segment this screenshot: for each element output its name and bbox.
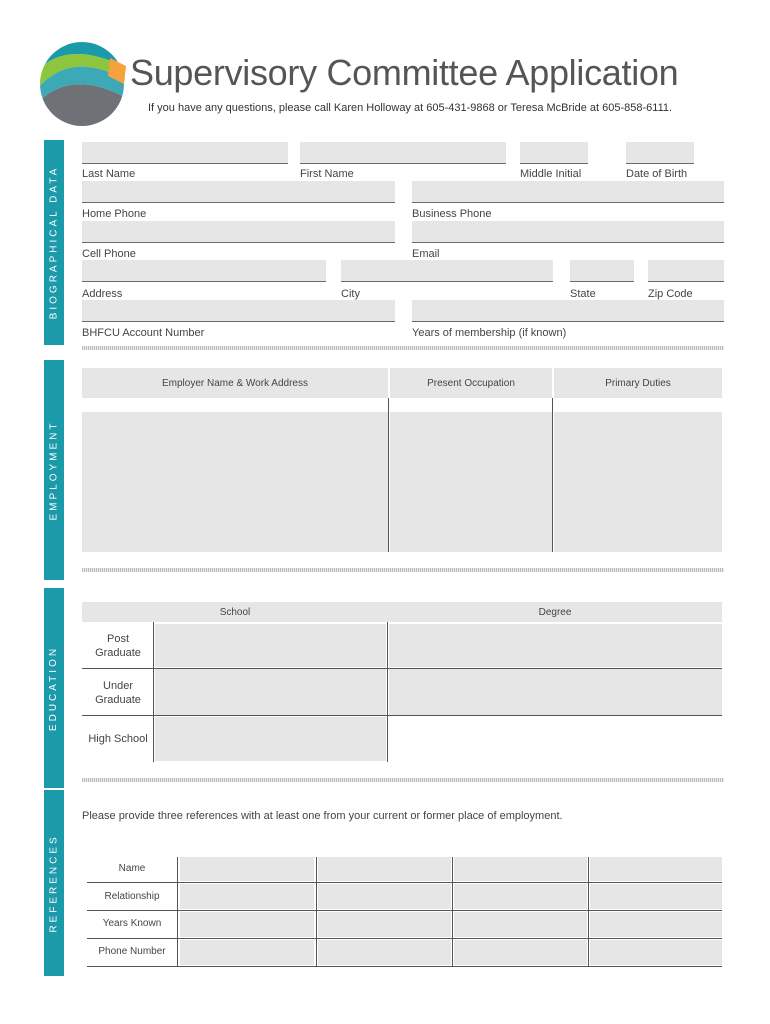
account-number-label: BHFCU Account Number	[82, 327, 205, 339]
cell-phone-label: Cell Phone	[82, 248, 136, 260]
row-divider	[82, 715, 722, 716]
last-name-label: Last Name	[82, 168, 136, 180]
employer-column-header: Employer Name & Work Address	[162, 377, 308, 389]
row-divider	[87, 910, 722, 911]
references-instruction: Please provide three references with at least one from your current or former place of employment.	[82, 810, 563, 822]
under-graduate-degree-input[interactable]	[389, 669, 722, 715]
biographical-section-label: BIOGRAPHICAL DATA	[48, 165, 60, 320]
years-membership-field[interactable]	[412, 300, 724, 322]
ref-relationship-label: Relationship	[104, 891, 160, 902]
column-divider	[452, 857, 453, 967]
state-field[interactable]	[570, 260, 634, 282]
state-label: State	[570, 288, 596, 300]
column-divider	[316, 857, 317, 967]
address-label: Address	[82, 288, 123, 300]
ref-years-known-label: Years Known	[102, 918, 162, 929]
ref1-relationship-input[interactable]	[180, 884, 314, 909]
ref3-years-input[interactable]	[454, 912, 587, 937]
home-phone-field[interactable]	[82, 181, 395, 203]
ref2-relationship-input[interactable]	[318, 884, 451, 909]
ref1-phone-input[interactable]	[180, 940, 314, 965]
row-divider	[82, 668, 722, 669]
zip-code-label: Zip Code	[648, 288, 693, 300]
credit-union-logo	[38, 40, 126, 128]
row-label-divider	[177, 857, 178, 967]
first-name-field[interactable]	[300, 142, 506, 164]
cell-phone-field[interactable]	[82, 221, 395, 243]
column-divider	[552, 398, 553, 552]
city-label: City	[341, 288, 360, 300]
employment-section-label: EMPLOYMENT	[48, 419, 60, 521]
ref3-phone-input[interactable]	[454, 940, 587, 965]
column-divider	[388, 398, 389, 552]
ref-name-label: Name	[118, 863, 146, 874]
ref1-years-input[interactable]	[180, 912, 314, 937]
home-phone-label: Home Phone	[82, 208, 147, 220]
school-column-header: School	[219, 606, 251, 618]
column-divider	[387, 622, 388, 762]
email-field[interactable]	[412, 221, 724, 243]
post-graduate-degree-input[interactable]	[389, 624, 722, 667]
occupation-input[interactable]	[390, 412, 552, 552]
occupation-column-header: Present Occupation	[427, 377, 515, 389]
ref2-years-input[interactable]	[318, 912, 451, 937]
column-divider	[588, 857, 589, 967]
last-name-field[interactable]	[82, 142, 288, 164]
ref3-name-input[interactable]	[454, 857, 587, 881]
section-divider	[82, 346, 724, 350]
section-divider	[82, 778, 724, 782]
row-divider	[87, 966, 722, 967]
account-number-field[interactable]	[82, 300, 395, 322]
address-field[interactable]	[82, 260, 326, 282]
post-graduate-label: Post Graduate	[95, 633, 141, 659]
row-label-divider	[153, 622, 154, 762]
ref4-relationship-input[interactable]	[590, 884, 722, 909]
email-label: Email	[412, 248, 440, 260]
row-divider	[87, 938, 722, 939]
under-graduate-label: Under Graduate	[95, 680, 141, 706]
middle-initial-field[interactable]	[520, 142, 588, 164]
high-school-input[interactable]	[155, 717, 386, 761]
business-phone-label: Business Phone	[412, 208, 492, 220]
ref1-name-input[interactable]	[180, 857, 314, 881]
employer-input[interactable]	[82, 412, 388, 552]
zip-code-field[interactable]	[648, 260, 724, 282]
ref4-phone-input[interactable]	[590, 940, 722, 965]
years-membership-label: Years of membership (if known)	[412, 327, 567, 339]
ref-phone-number-label: Phone Number	[98, 946, 166, 957]
degree-column-header: Degree	[538, 606, 572, 618]
row-divider	[87, 882, 722, 883]
first-name-label: First Name	[300, 168, 354, 180]
business-phone-field[interactable]	[412, 181, 724, 203]
ref3-relationship-input[interactable]	[454, 884, 587, 909]
page-title: Supervisory Committee Application	[130, 52, 679, 93]
ref2-name-input[interactable]	[318, 857, 451, 881]
date-of-birth-label: Date of Birth	[626, 168, 688, 180]
under-graduate-school-input[interactable]	[155, 669, 386, 715]
date-of-birth-field[interactable]	[626, 142, 694, 164]
high-school-label: High School	[88, 733, 148, 745]
ref4-years-input[interactable]	[590, 912, 722, 937]
education-section-label: EDUCATION	[48, 645, 60, 731]
ref4-name-input[interactable]	[590, 857, 722, 881]
contact-instructions: If you have any questions, please call Karen Holloway at 605-431-9868 or Teresa McBride at 605-858-6111.	[148, 102, 673, 114]
ref2-phone-input[interactable]	[318, 940, 451, 965]
section-divider	[82, 568, 724, 572]
middle-initial-label: Middle Initial	[520, 168, 582, 180]
duties-column-header: Primary Duties	[605, 377, 671, 389]
references-section-label: REFERENCES	[48, 833, 60, 933]
duties-input[interactable]	[554, 412, 722, 552]
post-graduate-school-input[interactable]	[155, 624, 386, 667]
city-field[interactable]	[341, 260, 553, 282]
